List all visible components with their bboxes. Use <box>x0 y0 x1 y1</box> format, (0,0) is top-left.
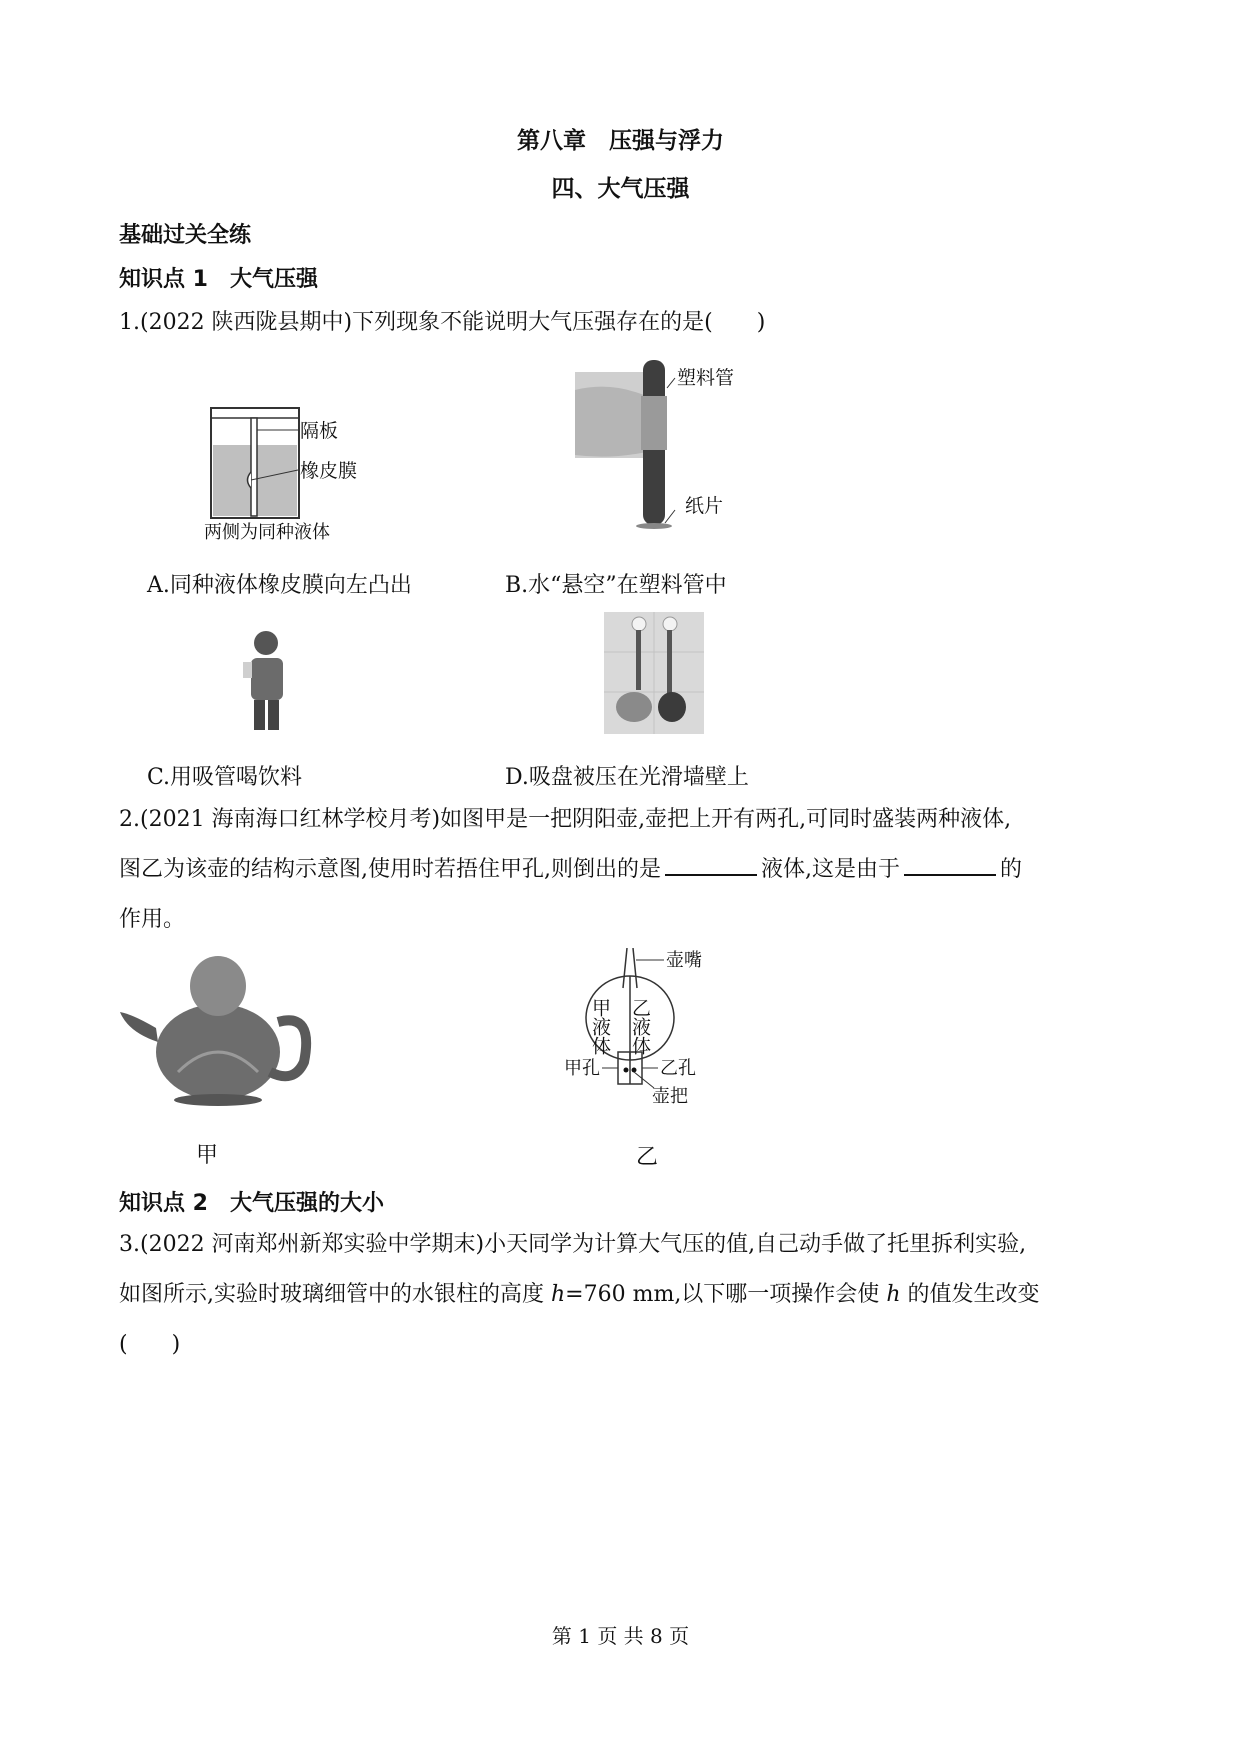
question-2-text-a: 图乙为该壶的结构示意图,使用时若捂住甲孔,则倒出的是 <box>119 857 661 882</box>
label-handle: 壶把 <box>652 1086 688 1107</box>
label-membrane: 橡皮膜 <box>300 460 358 482</box>
figure-jia-caption: 甲 <box>196 1143 219 1168</box>
answer-blank-2[interactable] <box>904 854 996 876</box>
figure-a-container <box>200 400 400 550</box>
label-hole-b: 乙孔 <box>660 1058 696 1079</box>
question-2-line-2 <box>119 847 1022 893</box>
question-3-answer-bracket: ( ) <box>119 1332 181 1357</box>
question-1-stem: 1.(2022 陕西陇县期中)下列现象不能说明大气压强存在的是( ) <box>119 310 766 335</box>
teapot-photo <box>118 952 318 1108</box>
child-drinking-photo <box>240 628 300 733</box>
label-partition: 隔板 <box>300 420 339 442</box>
partition-container-diagram <box>200 400 400 550</box>
section-title: 四、大气压强 <box>551 176 690 202</box>
label-hole-a: 甲孔 <box>564 1058 600 1079</box>
figure-c-child-photo <box>240 628 300 733</box>
question-2-text-c: 的 <box>1000 857 1023 882</box>
knowledge-point-1: 知识点 1 大气压强 <box>119 267 318 292</box>
suction-cup-photo <box>604 612 704 734</box>
question-3-text-c: 的值发生改变 <box>900 1282 1040 1307</box>
answer-blank-1[interactable] <box>665 854 757 876</box>
figure-yi-caption: 乙 <box>636 1145 659 1170</box>
label-liquid-a: 甲液体 <box>589 998 611 1055</box>
option-c: C.用吸管喝饮料 <box>147 765 303 790</box>
option-b: B.水“悬空”在塑料管中 <box>505 573 727 598</box>
chapter-title: 第八章 压强与浮力 <box>517 128 724 154</box>
question-2-line-1: 2.(2021 海南海口红林学校月考)如图甲是一把阴阳壶,壶把上开有两孔,可同时盛装两种液体, <box>119 807 1012 832</box>
label-liquid-b: 乙液体 <box>629 998 651 1055</box>
question-3-text-a: 如图所示,实验时玻璃细管中的水银柱的高度 <box>119 1282 551 1307</box>
practice-title: 基础过关全练 <box>119 223 252 248</box>
option-d: D.吸盘被压在光滑墙壁上 <box>505 765 749 790</box>
figure-yi-structure-diagram <box>560 948 730 1108</box>
knowledge-point-2: 知识点 2 大气压强的大小 <box>119 1191 384 1216</box>
question-2-line-3: 作用。 <box>119 907 186 932</box>
variable-h-2: h <box>886 1282 901 1307</box>
question-3-text-b: =760 mm,以下哪一项操作会使 <box>565 1282 887 1307</box>
figure-b-tube-photo <box>575 360 775 535</box>
figure-a-caption: 两侧为同种液体 <box>204 522 330 543</box>
option-a: A.同种液体橡皮膜向左凸出 <box>147 573 412 598</box>
figure-d-suction-cup-photo <box>604 612 704 734</box>
question-2-text-b: 液体,这是由于 <box>761 857 900 882</box>
label-tube: 塑料管 <box>677 367 735 389</box>
figure-jia-teapot-photo <box>118 952 318 1108</box>
label-paper: 纸片 <box>685 495 724 517</box>
question-3-line-2 <box>119 1272 1039 1318</box>
page-footer: 第 1 页 共 8 页 <box>551 1624 690 1648</box>
label-spout: 壶嘴 <box>666 950 702 971</box>
variable-h: h <box>551 1282 566 1307</box>
teapot-structure-diagram <box>560 948 730 1108</box>
tube-photo <box>575 360 775 535</box>
question-3-line-1: 3.(2022 河南郑州新郑实验中学期末)小天同学为计算大气压的值,自己动手做了托里拆利实验, <box>119 1232 1027 1257</box>
